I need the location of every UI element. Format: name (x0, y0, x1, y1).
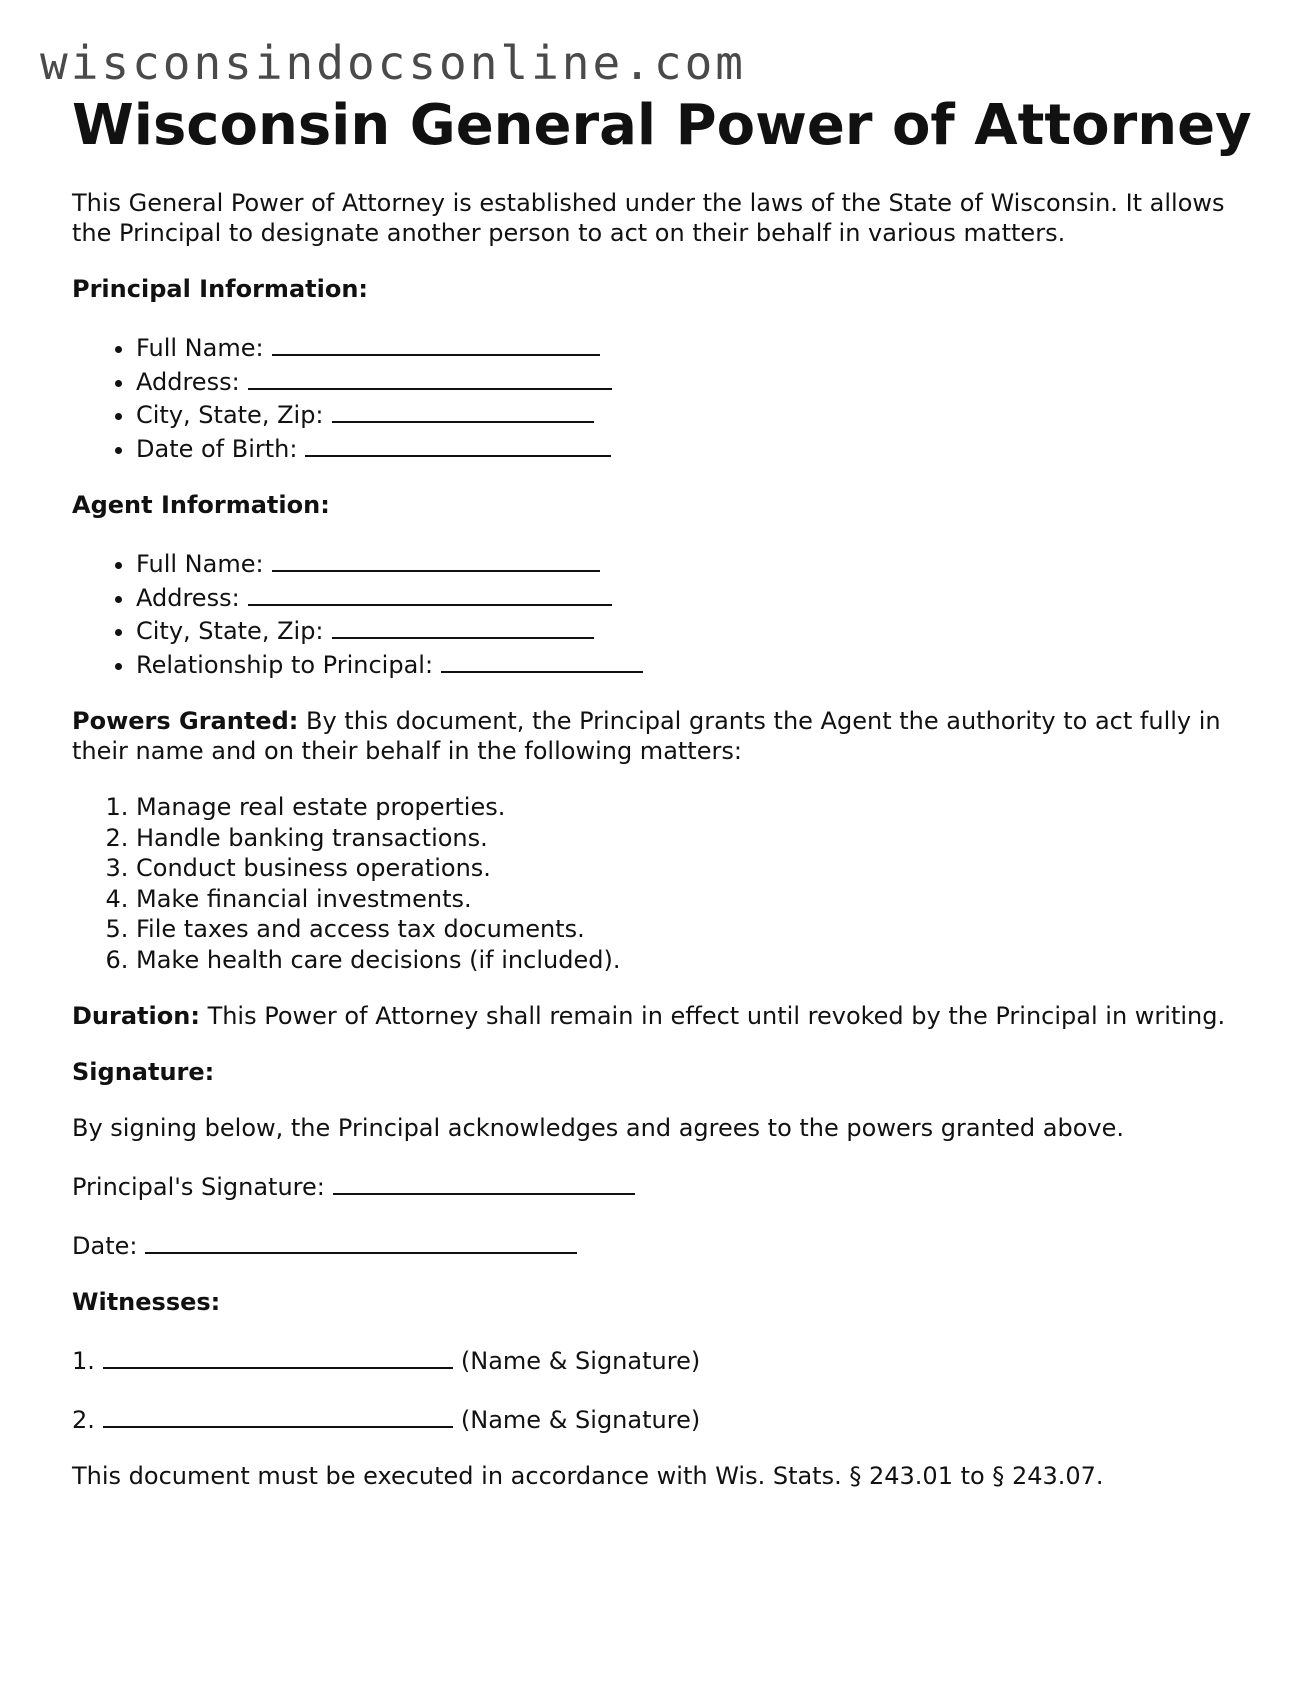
document-title: Wisconsin General Power of Attorney (72, 93, 1252, 158)
agent-city-state-zip-blank[interactable] (332, 613, 594, 639)
field-label: Address: (136, 367, 240, 396)
principal-address-blank[interactable] (248, 364, 612, 390)
field-label: Relationship to Principal: (136, 650, 434, 679)
watermark: wisconsindocsonline.com (40, 36, 746, 90)
principal-city-state-zip (136, 397, 1252, 431)
agent-heading: Agent Information: (72, 491, 330, 519)
witness-line-1 (72, 1343, 1252, 1376)
agent-relationship-blank[interactable] (441, 647, 643, 673)
footer-note: This document must be executed in accordance with Wis. Stats. § 243.01 to § 243.07. (72, 1462, 1104, 1490)
agent-fields (72, 546, 1252, 680)
date-label: Date: (72, 1232, 138, 1260)
principal-address (136, 364, 1252, 398)
agent-address-blank[interactable] (248, 580, 612, 606)
witness-number: 2. (72, 1406, 95, 1434)
power-item: 4. Make financial investments. (136, 884, 1252, 915)
agent-address (136, 580, 1252, 614)
powers-text: By this document, the Principal grants the Agent the authority to act fully in their name and on their behalf in the following matters: (72, 707, 1221, 765)
witness-line-2 (72, 1402, 1252, 1435)
witness-note: (Name & Signature) (460, 1347, 701, 1375)
field-label: City, State, Zip: (136, 617, 324, 645)
principal-city-state-zip-blank[interactable] (332, 397, 594, 423)
date-blank[interactable] (145, 1228, 577, 1254)
agent-relationship (136, 647, 1252, 681)
witness-number: 1. (72, 1347, 95, 1375)
power-item: 3. Conduct business operations. (136, 853, 1252, 884)
field-label: Address: (136, 583, 240, 612)
agent-full-name (136, 546, 1252, 580)
power-item: 6. Make health care decisions (if included). (136, 945, 1252, 976)
principal-signature-blank[interactable] (333, 1169, 635, 1195)
agent-city-state-zip (136, 613, 1252, 647)
witness-1-blank[interactable] (103, 1343, 453, 1369)
principal-date-of-birth (136, 431, 1252, 465)
field-label: Date of Birth: (136, 434, 298, 463)
power-item: 5. File taxes and access tax documents. (136, 914, 1252, 945)
powers-paragraph (72, 706, 1252, 766)
duration-text: This Power of Attorney shall remain in effect until revoked by the Principal in writing. (207, 1002, 1226, 1030)
power-item: 2. Handle banking transactions. (136, 823, 1252, 854)
field-label: Full Name: (136, 334, 264, 362)
principal-fields (72, 330, 1252, 464)
witnesses-heading: Witnesses: (72, 1288, 221, 1316)
document-page (72, 94, 1252, 1491)
witness-note: (Name & Signature) (460, 1406, 701, 1434)
power-item: 1. Manage real estate properties. (136, 792, 1252, 823)
principal-full-name-blank[interactable] (272, 330, 600, 356)
date-line (72, 1228, 1252, 1261)
signature-text: By signing below, the Principal acknowledges and agrees to the powers granted above. (72, 1114, 1124, 1142)
principal-signature-line (72, 1169, 1252, 1202)
principal-full-name (136, 330, 1252, 364)
witness-2-blank[interactable] (103, 1402, 453, 1428)
powers-list (72, 792, 1252, 975)
duration-heading: Duration: (72, 1002, 200, 1030)
intro-paragraph: This General Power of Attorney is established under the laws of the State of Wisconsin. It allows the Principal to designate another person to act on their behalf in various matters. (72, 189, 1225, 247)
powers-heading: Powers Granted: (72, 707, 299, 735)
principal-signature-label: Principal's Signature: (72, 1173, 325, 1201)
signature-heading: Signature: (72, 1058, 215, 1086)
field-label: City, State, Zip: (136, 401, 324, 429)
duration-paragraph (72, 1001, 1252, 1031)
principal-heading: Principal Information: (72, 275, 369, 303)
field-label: Full Name: (136, 550, 264, 578)
agent-full-name-blank[interactable] (272, 546, 600, 572)
principal-date-of-birth-blank[interactable] (305, 431, 611, 457)
